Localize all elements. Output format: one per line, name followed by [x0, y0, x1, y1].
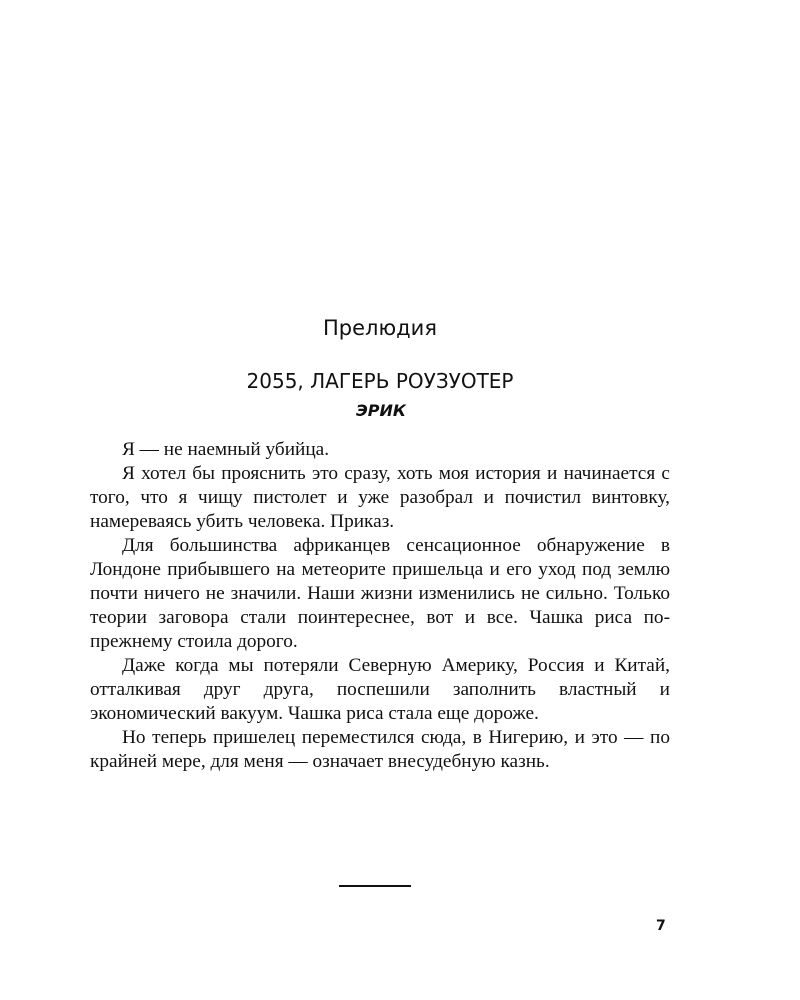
- paragraph: Я — не наемный убийца.: [122, 439, 330, 460]
- paragraph: Для большинства африканцев сенсационное обнаружение в Лондоне прибывшего на метеорите пришельца и его уход под землю почти ничего не значили. Наши жизни изменились не сильно. Только теории заговора стали поинтереснее, вот и все. Чашка риса по-прежнему стоила дорого.: [90, 535, 670, 652]
- section-end-rule: [339, 885, 411, 887]
- chapter-title: Прелюдия: [323, 316, 437, 340]
- paragraph: Но теперь пришелец переместился сюда, в Нигерию, и это — по крайней мере, для меня — означает внесудебную казнь.: [90, 727, 670, 772]
- body-text: [90, 438, 670, 774]
- page-number: 7: [656, 918, 666, 934]
- section-heading: 2055, ЛАГЕРЬ РОУЗУОТЕР: [246, 369, 514, 393]
- paragraph: Даже когда мы потеряли Северную Америку, Россия и Китай, отталкивая друг друга, поспешили заполнить властный и экономический вакуум. Чашка риса стала еще дороже.: [90, 655, 670, 724]
- paragraph: Я хотел бы прояснить это сразу, хоть моя история и начинается с того, что я чищу пистолет и уже разобрал и почистил винтовку, намереваясь убить человека. Приказ.: [90, 463, 670, 532]
- narrator-name: ЭРИК: [356, 401, 406, 420]
